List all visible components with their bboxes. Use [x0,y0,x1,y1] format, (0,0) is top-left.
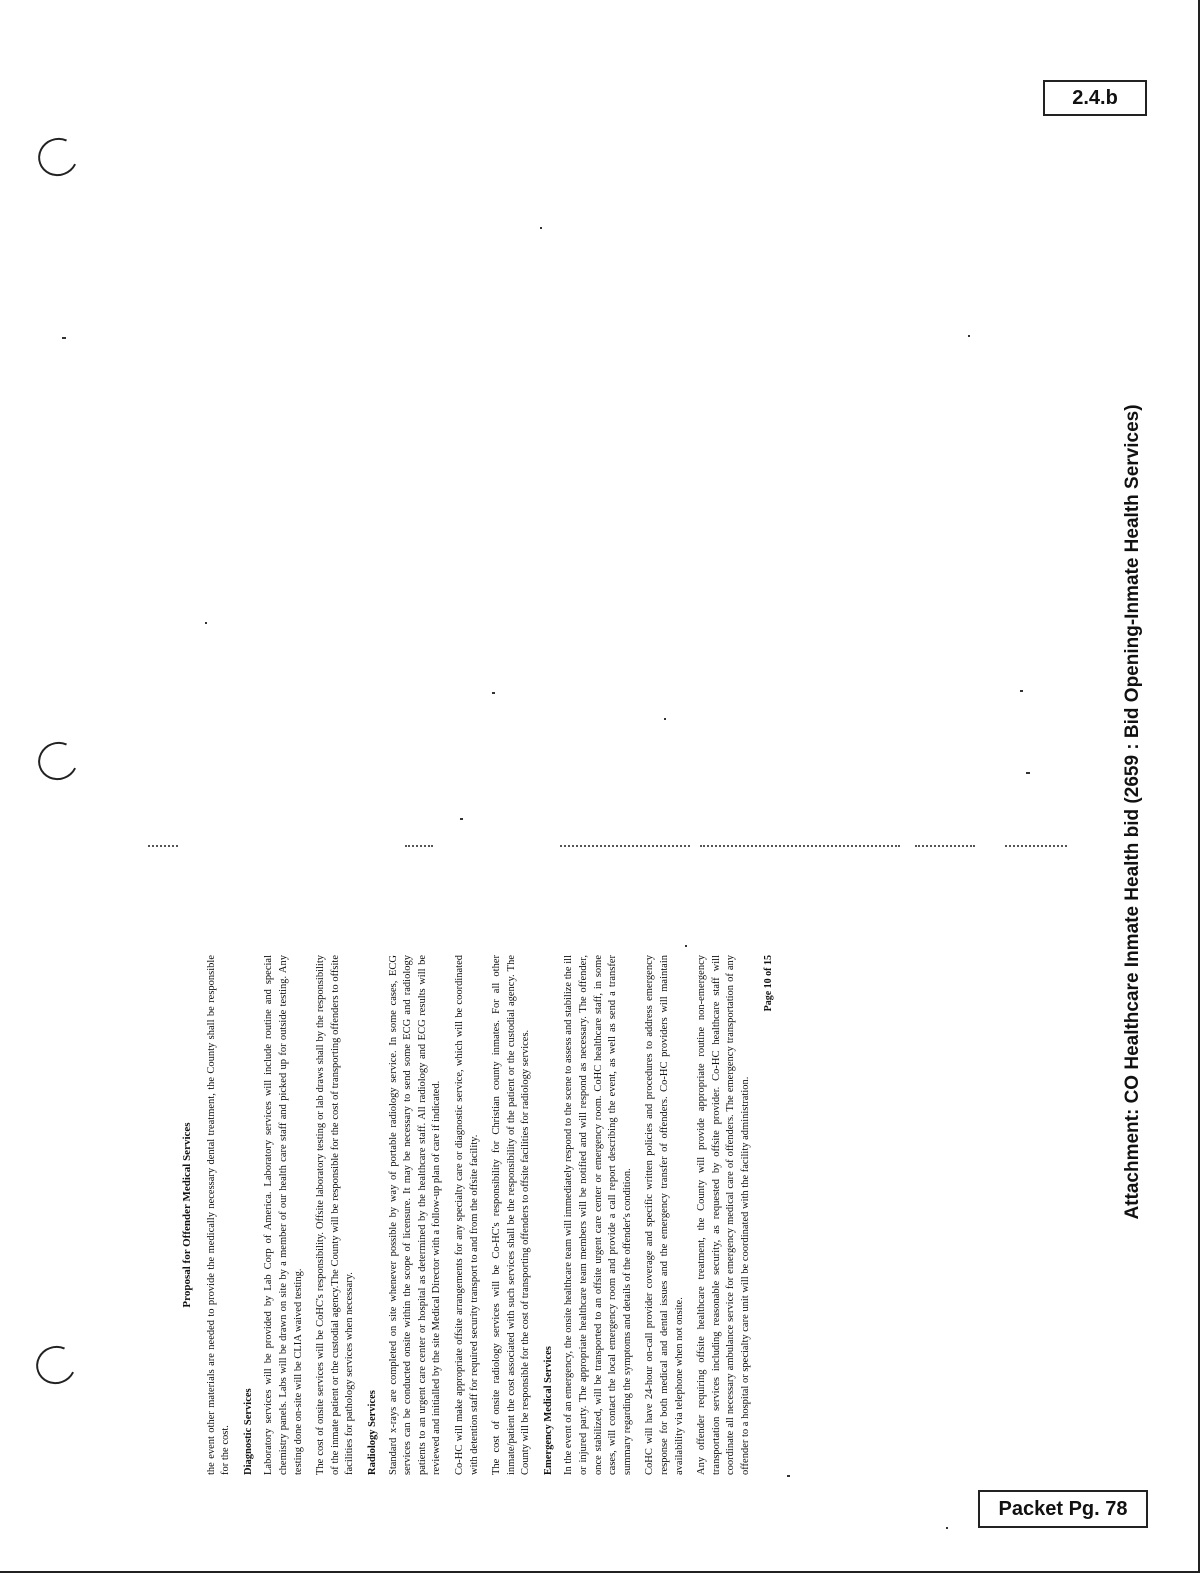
emergency-heading: Emergency Medical Services [542,1346,554,1475]
scan-speck [1020,690,1023,692]
scan-noise-line [915,845,975,849]
packet-page-tag: Packet Pg. 78 [978,1490,1148,1528]
binder-hole-middle [33,736,84,785]
intro-paragraph: the event other materials are needed to provide the medically necessary dental treatment, the County shall be responsible for the cost. [205,955,232,1475]
scan-speck [205,622,207,624]
rotated-page-content [180,955,776,1475]
attachment-label: Attachment: CO Healthcare Inmate Health bid (2659 : Bid Opening-Inmate Health Services) [1122,404,1143,1220]
diagnostic-paragraph-1: Laboratory services will be provided by Lab Corp of America. Laboratory services will include routine and special chemistry panels. Labs will be drawn on site by a member of our health care staff and picked up for outside testing. Any testing done on-site will be CLIA waived testing. [263,955,304,1475]
radiology-paragraph-3: The cost of onsite radiology services will be Co-HC's responsibility for Christian county inmates. For all other inmate/patient the cost associated with such services shall be the responsibility of the patient or the custodial agency. The County will be responsible for the cost of transporting offenders to offsite facilities for radiology services. [491,955,532,1475]
emergency-paragraph-2: CoHC will have 24-hour on-call provider coverage and specific written policies and procedures to address emergency response for both medical and dental issues and the emergency transfer of offenders. Co-HC providers will maintain availability via telephone when not onsite. [644,955,685,1475]
scan-speck [460,818,463,820]
page-number: Page 10 of 15 [762,955,774,1012]
radiology-heading: Radiology Services [366,1390,378,1475]
scan-speck [540,227,542,229]
page-title: Proposal for Offender Medical Services [181,1122,193,1308]
scan-speck [946,1527,948,1529]
scan-speck [664,718,666,720]
scan-speck [492,692,495,694]
scan-speck [1026,772,1030,774]
scan-noise-line [1005,845,1067,849]
diagnostic-paragraph-2: The cost of onsite services will be CoHC's responsibility. Offsite laboratory testing or lab draws shall by the responsibility of the inmate patient or the custodial agency.The County will be responsible for the cost of transporting offenders to offsite facilities for pathology services when necessary. [315,955,356,1475]
scan-speck [787,1475,790,1477]
scan-noise-line [700,845,900,849]
diagnostic-heading: Diagnostic Services [242,1388,254,1475]
scan-noise-line [560,845,690,849]
scan-noise-line [148,845,178,849]
binder-hole-top [33,132,84,181]
radiology-paragraph-1: Standard x-rays are completed on site whenever possible by way of portable radiology service. In some cases, ECG services can be conducted onsite within the scope of licensure. It may be necessary to send some ECG and radiology patients to an urgent care center or hospital as determined by the healthcare staff. All radiology and ECG results will be reviewed and initialled by the site Medical Director with a follow-up plan of care if indicated. [387,955,443,1475]
emergency-paragraph-1: In the event of an emergency, the onsite healthcare team will immediately respond to the scene to assess and stabilize the ill or injured party. The appropriate healthcare team members will be notified and will respond as necessary. The offender, once stabilized, will be transported to an offsite urgent care center or emergency room. CoHC healthcare staff, in some cases, will contact the local emergency room and provide a call report describing the event, as well as send a transfer summary regarding the symptoms and details of the offender's condition. [563,955,633,1475]
scan-speck [685,945,687,947]
scan-speck [62,337,66,339]
scan-speck [968,335,970,337]
emergency-paragraph-3: Any offender requiring offsite healthcare treatment, the County will provide appropriate routine non-emergency transportation services including reasonable security, as requested by offsite provider. Co-HC healthcare staff will coordinate all necessary ambulance service for emergency medical care of offenders. The emergency transportation of any offender to a hospital or specialty care unit will be coordinated with the facility administration. [696,955,751,1475]
radiology-paragraph-2: Co-HC will make appropriate offsite arrangements for any specialty care or diagnostic service, which will be coordinated with detention staff for required security transport to and from the offsite facility. [453,955,480,1475]
binder-hole-bottom [31,1340,82,1389]
agenda-item-tag: 2.4.b [1043,80,1147,116]
scan-noise-line [405,845,433,849]
